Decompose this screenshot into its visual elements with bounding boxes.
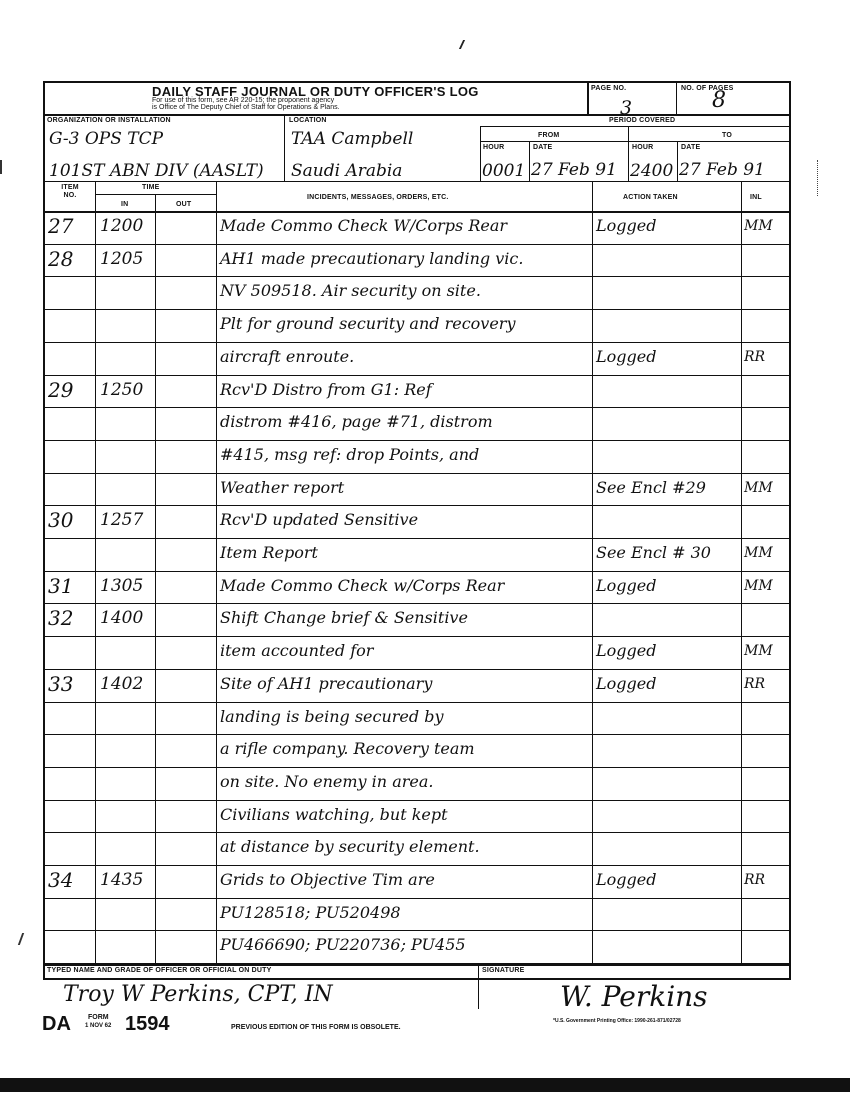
row-rule [43, 930, 791, 931]
from-label: FROM [538, 132, 560, 139]
typed-name-value: Troy W Perkins, CPT, IN [63, 982, 333, 1007]
initials: RR [744, 872, 766, 888]
form-subtitle-2: is Office of The Deputy Chief of Staff for Operations & Plans. [152, 104, 340, 111]
location-line-1: TAA Campbell [291, 129, 414, 149]
time-in: 1205 [100, 248, 144, 269]
initials: MM [744, 577, 773, 594]
incident-text: Item Report [220, 543, 318, 562]
to-hour-value: 2400 [630, 161, 674, 181]
row-rule [43, 342, 791, 343]
action-taken: Logged [596, 641, 657, 661]
to-date-label: DATE [681, 144, 701, 151]
incident-text: Site of AH1 precautionary [220, 673, 433, 693]
incident-text: Rcv'D Distro from G1: Ref [220, 379, 432, 399]
to-label: TO [722, 132, 732, 139]
incident-text: Weather report [220, 477, 345, 497]
col-time: TIME [142, 184, 160, 191]
row-rule [43, 375, 791, 376]
incident-text: at distance by security element. [220, 837, 480, 857]
row-rule [43, 734, 791, 735]
incident-text: Made Commo Check w/Corps Rear [220, 575, 505, 595]
incident-text: Made Commo Check W/Corps Rear [220, 216, 508, 235]
org-label: ORGANIZATION OR INSTALLATION [47, 117, 171, 124]
row-rule [43, 276, 791, 277]
incident-text: Rcv'D updated Sensitive [220, 510, 419, 530]
incident-text: #415, msg ref: drop Points, and [220, 444, 480, 464]
time-in: 1402 [100, 673, 144, 694]
incident-text: AH1 made precautionary landing vic. [220, 248, 524, 268]
row-rule [43, 571, 791, 572]
row-rule [43, 309, 791, 310]
row-rule [43, 636, 791, 637]
incident-text: landing is being secured by [220, 706, 444, 726]
item-no: 27 [48, 214, 74, 238]
action-taken: See Encl # 30 [596, 543, 711, 562]
bottom-bar [0, 1078, 850, 1092]
initials: MM [744, 218, 773, 234]
side-tick-mark [817, 160, 818, 196]
form-subtitle-1: For use of this form, see AR 220-15; the proponent agency [152, 97, 335, 104]
incident-text: on site. No enemy in area. [220, 771, 434, 791]
form-code: DA [42, 1013, 71, 1035]
row-rule [43, 702, 791, 703]
row-rule [43, 473, 791, 474]
incident-text: a rifle company. Recovery team [220, 739, 475, 759]
action-taken: Logged [596, 575, 657, 595]
action-taken: See Encl #29 [596, 477, 706, 497]
left-margin-mark [0, 160, 2, 174]
incident-text: Plt for ground security and recovery [220, 314, 516, 334]
row-rule [43, 440, 791, 441]
location-label: LOCATION [289, 117, 327, 124]
incident-text: NV 509518. Air security on site. [220, 281, 481, 301]
page-no-label: PAGE NO. [591, 85, 627, 92]
signature-label: SIGNATURE [482, 967, 525, 974]
row-rule [43, 898, 791, 899]
no-of-pages-label: NO. OF PAGES [681, 85, 734, 92]
row-rule [43, 800, 791, 801]
col-incidents: INCIDENTS, MESSAGES, ORDERS, ETC. [307, 194, 449, 201]
from-date-value: 27 Feb 91 [531, 160, 617, 180]
from-date-label: DATE [533, 144, 553, 151]
form-number: 1594 [125, 1013, 170, 1035]
left-margin-mark-2 [18, 933, 30, 945]
row-rule [43, 538, 791, 539]
row-rule [43, 669, 791, 670]
form-label: FORM [88, 1014, 109, 1021]
item-no: 28 [48, 246, 74, 271]
to-date-value: 27 Feb 91 [679, 160, 765, 180]
from-hour-value: 0001 [482, 161, 526, 181]
col-item-no: ITEM NO. [61, 184, 79, 199]
period-label: PERIOD COVERED [609, 117, 676, 124]
time-in: 1250 [100, 379, 144, 400]
item-no: 34 [48, 868, 74, 892]
col-in: IN [121, 201, 129, 208]
row-rule [43, 865, 791, 866]
item-no: 30 [48, 508, 74, 533]
no-of-pages-value: 8 [712, 88, 726, 113]
location-line-2: Saudi Arabia [291, 161, 403, 181]
time-in: 1200 [100, 216, 144, 236]
time-in: 1257 [100, 510, 144, 531]
incident-text: aircraft enroute. [220, 346, 355, 366]
incident-text: distrom #416, page #71, distrom [220, 412, 493, 432]
item-no: 32 [48, 606, 74, 631]
initials: RR [744, 675, 766, 692]
item-no: 29 [48, 377, 74, 402]
form-title: DAILY STAFF JOURNAL OR DUTY OFFICER'S LOG [152, 84, 479, 99]
incident-text: Grids to Objective Tim are [220, 870, 435, 889]
action-taken: Logged [596, 216, 657, 235]
signature-value: W. Perkins [560, 980, 708, 1013]
row-rule [43, 244, 791, 245]
gpo-note: *U.S. Government Printing Office: 1990-261-871/02728 [553, 1018, 681, 1024]
form-date: 1 NOV 62 [85, 1023, 112, 1029]
org-line-2: 101ST ABN DIV (AASLT) [49, 161, 264, 181]
from-hour-label: HOUR [483, 144, 505, 151]
incident-text: item accounted for [220, 641, 374, 661]
page-no-value: 3 [620, 97, 633, 119]
initials: MM [744, 643, 773, 660]
stray-mark [459, 40, 469, 49]
col-out: OUT [176, 201, 192, 208]
initials: RR [744, 348, 766, 365]
initials: MM [744, 479, 773, 496]
item-no: 33 [48, 671, 74, 696]
row-rule [43, 407, 791, 408]
to-hour-label: HOUR [632, 144, 654, 151]
incident-text: Civilians watching, but kept [220, 804, 448, 824]
incident-text: PU128518; PU520498 [220, 902, 401, 922]
time-in: 1305 [100, 575, 144, 596]
row-rule [43, 832, 791, 833]
item-no: 31 [48, 573, 74, 598]
incident-text: PU466690; PU220736; PU455 [220, 935, 466, 955]
row-rule [43, 603, 791, 604]
col-action: ACTION TAKEN [623, 194, 678, 201]
typed-name-label: TYPED NAME AND GRADE OF OFFICER OR OFFICIAL ON DUTY [47, 967, 272, 974]
time-in: 1435 [100, 870, 144, 890]
action-taken: Logged [596, 870, 657, 889]
org-line-1: G-3 OPS TCP [49, 129, 164, 149]
action-taken: Logged [596, 673, 657, 693]
action-taken: Logged [596, 346, 657, 366]
time-in: 1400 [100, 608, 144, 629]
incident-text: Shift Change brief & Sensitive [220, 608, 468, 628]
obsolete-note: PREVIOUS EDITION OF THIS FORM IS OBSOLETE. [231, 1024, 401, 1031]
row-rule [43, 767, 791, 768]
initials: MM [744, 545, 773, 561]
col-inl: INL [750, 194, 762, 201]
row-rule [43, 505, 791, 506]
